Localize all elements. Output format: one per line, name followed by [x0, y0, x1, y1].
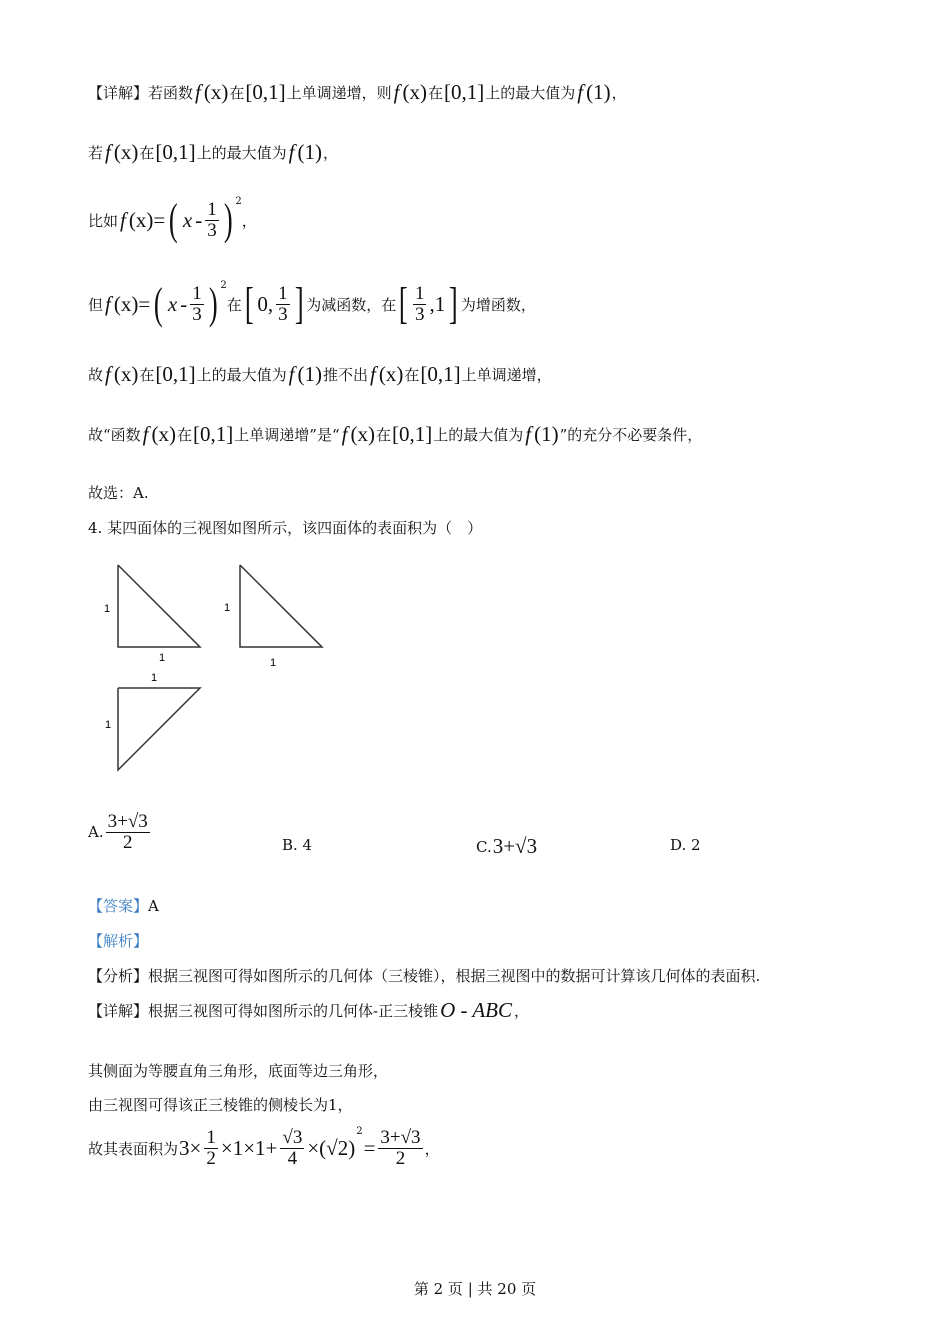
text: 其侧面为等腰直角三角形，底面等边三角形， — [88, 1062, 389, 1080]
text: D. 2 — [670, 836, 701, 854]
math-expr: (1) — [534, 422, 559, 446]
text: 故 — [88, 366, 104, 384]
math-expr: ×1×1+ — [220, 1135, 278, 1160]
math-variable: f — [120, 207, 126, 232]
text: 若 — [88, 144, 104, 162]
numerator: 1 — [278, 282, 288, 304]
text: 但 — [88, 295, 104, 314]
text-line — [88, 279, 536, 328]
math-bracket: ( — [154, 279, 163, 328]
text: 在 — [404, 366, 420, 384]
math-expr: [0,1] — [391, 422, 433, 446]
text: B. 4 — [282, 836, 313, 854]
text: 上的最大值为 — [196, 366, 287, 384]
math-expr: ,1 — [429, 291, 446, 316]
math-expr: (1) — [297, 140, 322, 164]
text: 由三视图可得该正三棱锥的侧棱长为1， — [88, 1096, 353, 1114]
numerator: √3 — [282, 1127, 303, 1148]
label: 1 — [224, 602, 231, 614]
math-fraction — [276, 284, 290, 325]
denominator: 2 — [395, 1147, 406, 1169]
math-variable: f — [525, 422, 532, 446]
text: 【详解】根据三视图可得如图所示的几何体-正三棱锥 — [88, 1002, 439, 1020]
text: 4. 某四面体的三视图如图所示，该四面体的表面积为（ ） — [88, 519, 483, 537]
math-expr: (1) — [297, 362, 322, 386]
text-line — [88, 1060, 388, 1081]
label: 1 — [151, 672, 158, 684]
text: 上的最大值为 — [196, 144, 287, 162]
math-bracket: ] — [294, 279, 304, 328]
label: 1 — [270, 657, 277, 669]
text: ， — [424, 1139, 440, 1158]
text: 为增函数， — [460, 295, 536, 314]
math-exponent: 2 — [235, 196, 242, 207]
math-exponent: 2 — [220, 280, 227, 291]
math-variable: f — [577, 80, 584, 104]
math-fraction — [205, 200, 219, 241]
text: 在 — [226, 295, 242, 314]
denominator: 3 — [414, 303, 425, 325]
top-view-triangle — [118, 688, 200, 770]
text: 【详解】若函数 — [88, 84, 194, 102]
math-fraction — [378, 1128, 422, 1169]
math-fraction — [204, 1128, 218, 1169]
section-label: 【答案】 — [88, 897, 149, 915]
math-expr: 3× — [179, 1135, 202, 1160]
text: 推不出 — [322, 366, 368, 384]
math-expr: - — [180, 291, 188, 316]
text: C. — [476, 837, 492, 856]
math-expr: 0, — [257, 291, 274, 316]
text-line — [88, 1128, 440, 1169]
text: A — [148, 896, 159, 915]
text: 上的最大值为 — [485, 84, 576, 102]
math-expr: (x) — [402, 80, 427, 104]
text-line — [88, 1094, 353, 1115]
text-line — [88, 895, 159, 916]
math-expr: (x) — [350, 422, 375, 446]
text: 故“函数 — [88, 426, 141, 444]
math-bracket: ( — [169, 195, 178, 244]
math-variable: x — [167, 291, 178, 316]
text: 上的最大值为 — [433, 426, 524, 444]
math-expr: [0,1] — [155, 362, 196, 386]
math-expr: ×(√2) — [307, 1135, 356, 1160]
math-variable: f — [393, 80, 400, 104]
text: 上单调递增”是“ — [234, 426, 340, 444]
math-expr: (1) — [586, 80, 611, 104]
math-variable: f — [288, 362, 295, 386]
text: 在 — [427, 84, 443, 102]
math-variable: f — [370, 362, 376, 386]
math-variable: f — [105, 291, 111, 316]
numerator: 1 — [206, 1127, 216, 1148]
text: 在 — [375, 426, 391, 444]
text: ， — [241, 211, 257, 230]
math-expr: (x)= — [128, 207, 166, 232]
label: 1 — [105, 719, 112, 731]
math-fraction — [413, 284, 427, 325]
math-variable: f — [105, 362, 111, 386]
text: 在 — [139, 144, 155, 162]
text: 比如 — [88, 211, 119, 230]
numerator: 1 — [192, 282, 202, 304]
denominator: 3 — [278, 303, 288, 325]
numerator: 3+√3 — [380, 1127, 421, 1148]
page-footer: 第 2 页 | 共 20 页 — [413, 1280, 537, 1298]
math-variable: f — [195, 80, 201, 104]
text-line — [88, 965, 760, 986]
numerator: 1 — [207, 198, 217, 220]
math-expr: [0,1] — [193, 422, 234, 446]
math-expr: [0,1] — [420, 362, 461, 386]
math-expr: [0,1] — [155, 140, 196, 164]
text: ， — [322, 144, 338, 162]
math-fraction — [280, 1128, 304, 1169]
math-exponent: 2 — [356, 1126, 363, 1137]
math-variable: x — [182, 207, 193, 232]
text-line — [282, 836, 312, 854]
text: ”的充分不必要条件， — [559, 426, 703, 444]
math-expr: (x) — [378, 362, 404, 386]
math-expr: [0,1] — [245, 80, 286, 104]
math-variable: f — [142, 422, 149, 446]
text: ， — [611, 84, 627, 102]
text: A. — [88, 823, 104, 842]
text: 故其表面积为 — [88, 1139, 179, 1158]
label: 1 — [159, 652, 166, 664]
text-line — [88, 812, 152, 853]
text-line — [88, 80, 627, 105]
text-line — [670, 836, 701, 854]
math-expr: (x)= — [113, 291, 151, 316]
text-line — [88, 930, 148, 951]
text: 在 — [177, 426, 193, 444]
text: 【分析】根据三视图可得如图所示的几何体（三棱锥），根据三视图中的数据可计算该几何体的表面积. — [88, 967, 761, 985]
math-expr: [0,1] — [444, 80, 485, 104]
denominator: 3 — [207, 219, 217, 241]
text: ， — [514, 1002, 530, 1020]
section-label: 【解析】 — [88, 932, 149, 950]
text: 在 — [139, 366, 155, 384]
text-line — [476, 834, 538, 859]
math-variable: f — [341, 422, 348, 446]
text-line — [88, 517, 482, 538]
text-line — [88, 422, 702, 447]
denominator: 4 — [287, 1147, 298, 1169]
math-expr: 3+√3 — [492, 834, 538, 858]
three-view-figure — [95, 555, 335, 780]
text-line — [88, 998, 529, 1023]
math-expr: (x) — [203, 80, 229, 104]
numerator: 3+√3 — [107, 811, 148, 832]
math-variable: f — [105, 140, 111, 164]
text: 上单调递增， — [461, 366, 552, 384]
math-fraction — [190, 284, 204, 325]
text-line — [88, 362, 552, 387]
math-expr: - — [195, 207, 203, 232]
denominator: 2 — [122, 831, 133, 853]
text: 为减函数，在 — [306, 295, 397, 314]
side-view-triangle — [240, 565, 322, 647]
text: 上单调递增，则 — [286, 84, 392, 102]
math-bracket: [ — [399, 279, 409, 328]
text: 故选：A. — [88, 484, 149, 502]
denominator: 3 — [192, 303, 202, 325]
math-bracket: ) — [208, 279, 218, 328]
text-line — [88, 195, 257, 244]
math-variable: O - ABC — [440, 998, 513, 1022]
text-line — [88, 482, 149, 503]
math-expr: = — [363, 1135, 376, 1160]
label: 1 — [104, 603, 111, 615]
math-expr: (x) — [113, 140, 139, 164]
math-variable: f — [288, 140, 295, 164]
denominator: 2 — [206, 1147, 216, 1169]
math-expr: (x) — [113, 362, 139, 386]
math-bracket: ] — [449, 279, 458, 328]
math-bracket: [ — [244, 279, 254, 328]
text-line — [88, 140, 338, 165]
math-fraction — [106, 812, 150, 853]
math-bracket: ) — [223, 195, 233, 244]
front-view-triangle — [118, 565, 200, 647]
text: 在 — [229, 84, 245, 102]
numerator: 1 — [414, 282, 425, 304]
math-expr: (x) — [151, 422, 177, 446]
